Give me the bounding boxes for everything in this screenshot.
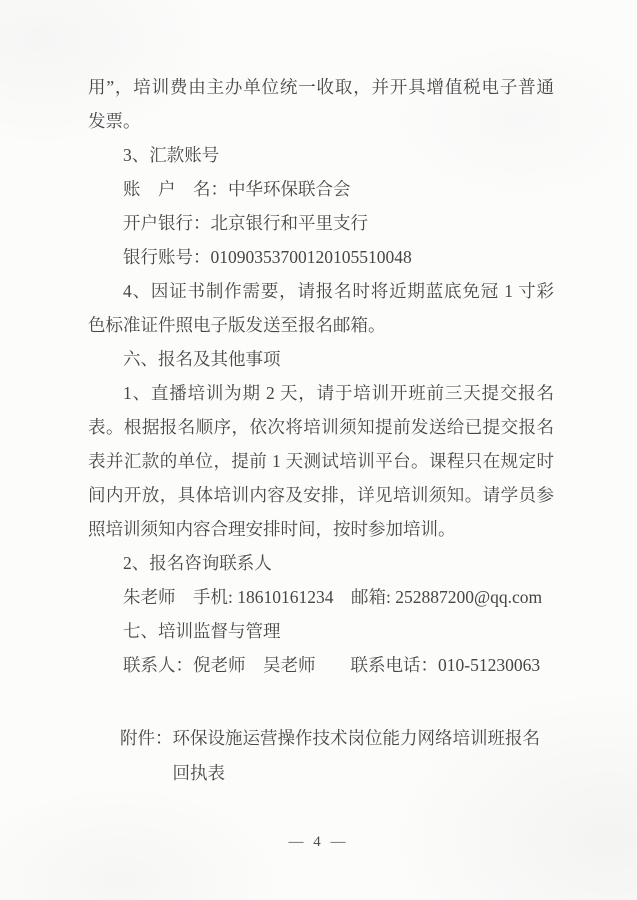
document-line: 联系人：倪老师 吴老师 联系电话：010-51230063 [123, 655, 541, 675]
document-lines [88, 70, 554, 682]
document-line: 七、培训监督与管理 [123, 621, 281, 641]
attachment-line: 回执表 [172, 763, 225, 783]
attachment-text [173, 721, 541, 791]
document-line: 色标准证件照电子版发送至报名邮箱。 [88, 315, 386, 335]
document-line: 六、报名及其他事项 [123, 349, 281, 369]
document-content [88, 70, 554, 791]
document-line: 开户银行：北京银行和平里支行 [123, 213, 368, 233]
document-line: 照培训须知内容合理安排时间，按时参加培训。 [88, 519, 456, 539]
document-line: 发票。 [88, 111, 141, 131]
document-line: 表并汇款的单位，提前 1 天测试培训平台。课程只在规定时 [88, 451, 554, 471]
document-line: 用”，培训费由主办单位统一收取，并开具增值税电子普通 [88, 77, 554, 97]
document-line: 表。根据报名顺序，依次将培训须知提前发送给已提交报名 [88, 417, 554, 437]
document-line: 1、直播培训为期 2 天，请于培训开班前三天提交报名 [123, 383, 554, 403]
document-line: 间内开放，具体培训内容及安排，详见培训须知。请学员参 [88, 485, 554, 505]
attachment-line: 环保设施运营操作技术岗位能力网络培训班报名 [172, 728, 540, 748]
attachment-label: 附件： [120, 728, 173, 748]
document-line: 朱老师 手机: 18610161234 邮箱: 252887200@qq.com [123, 587, 543, 607]
document-line: 银行账号：01090353700120105510048 [123, 247, 412, 267]
page-number: — 4 — [288, 834, 349, 850]
attachment-section [120, 721, 554, 791]
document-line: 账 户 名：中华环保联合会 [123, 179, 351, 199]
document-line: 4、因证书制作需要，请报名时将近期蓝底免冠 1 寸彩 [123, 281, 554, 301]
document-line: 3、汇款账号 [123, 145, 220, 165]
document-line: 2、报名咨询联系人 [123, 553, 272, 573]
